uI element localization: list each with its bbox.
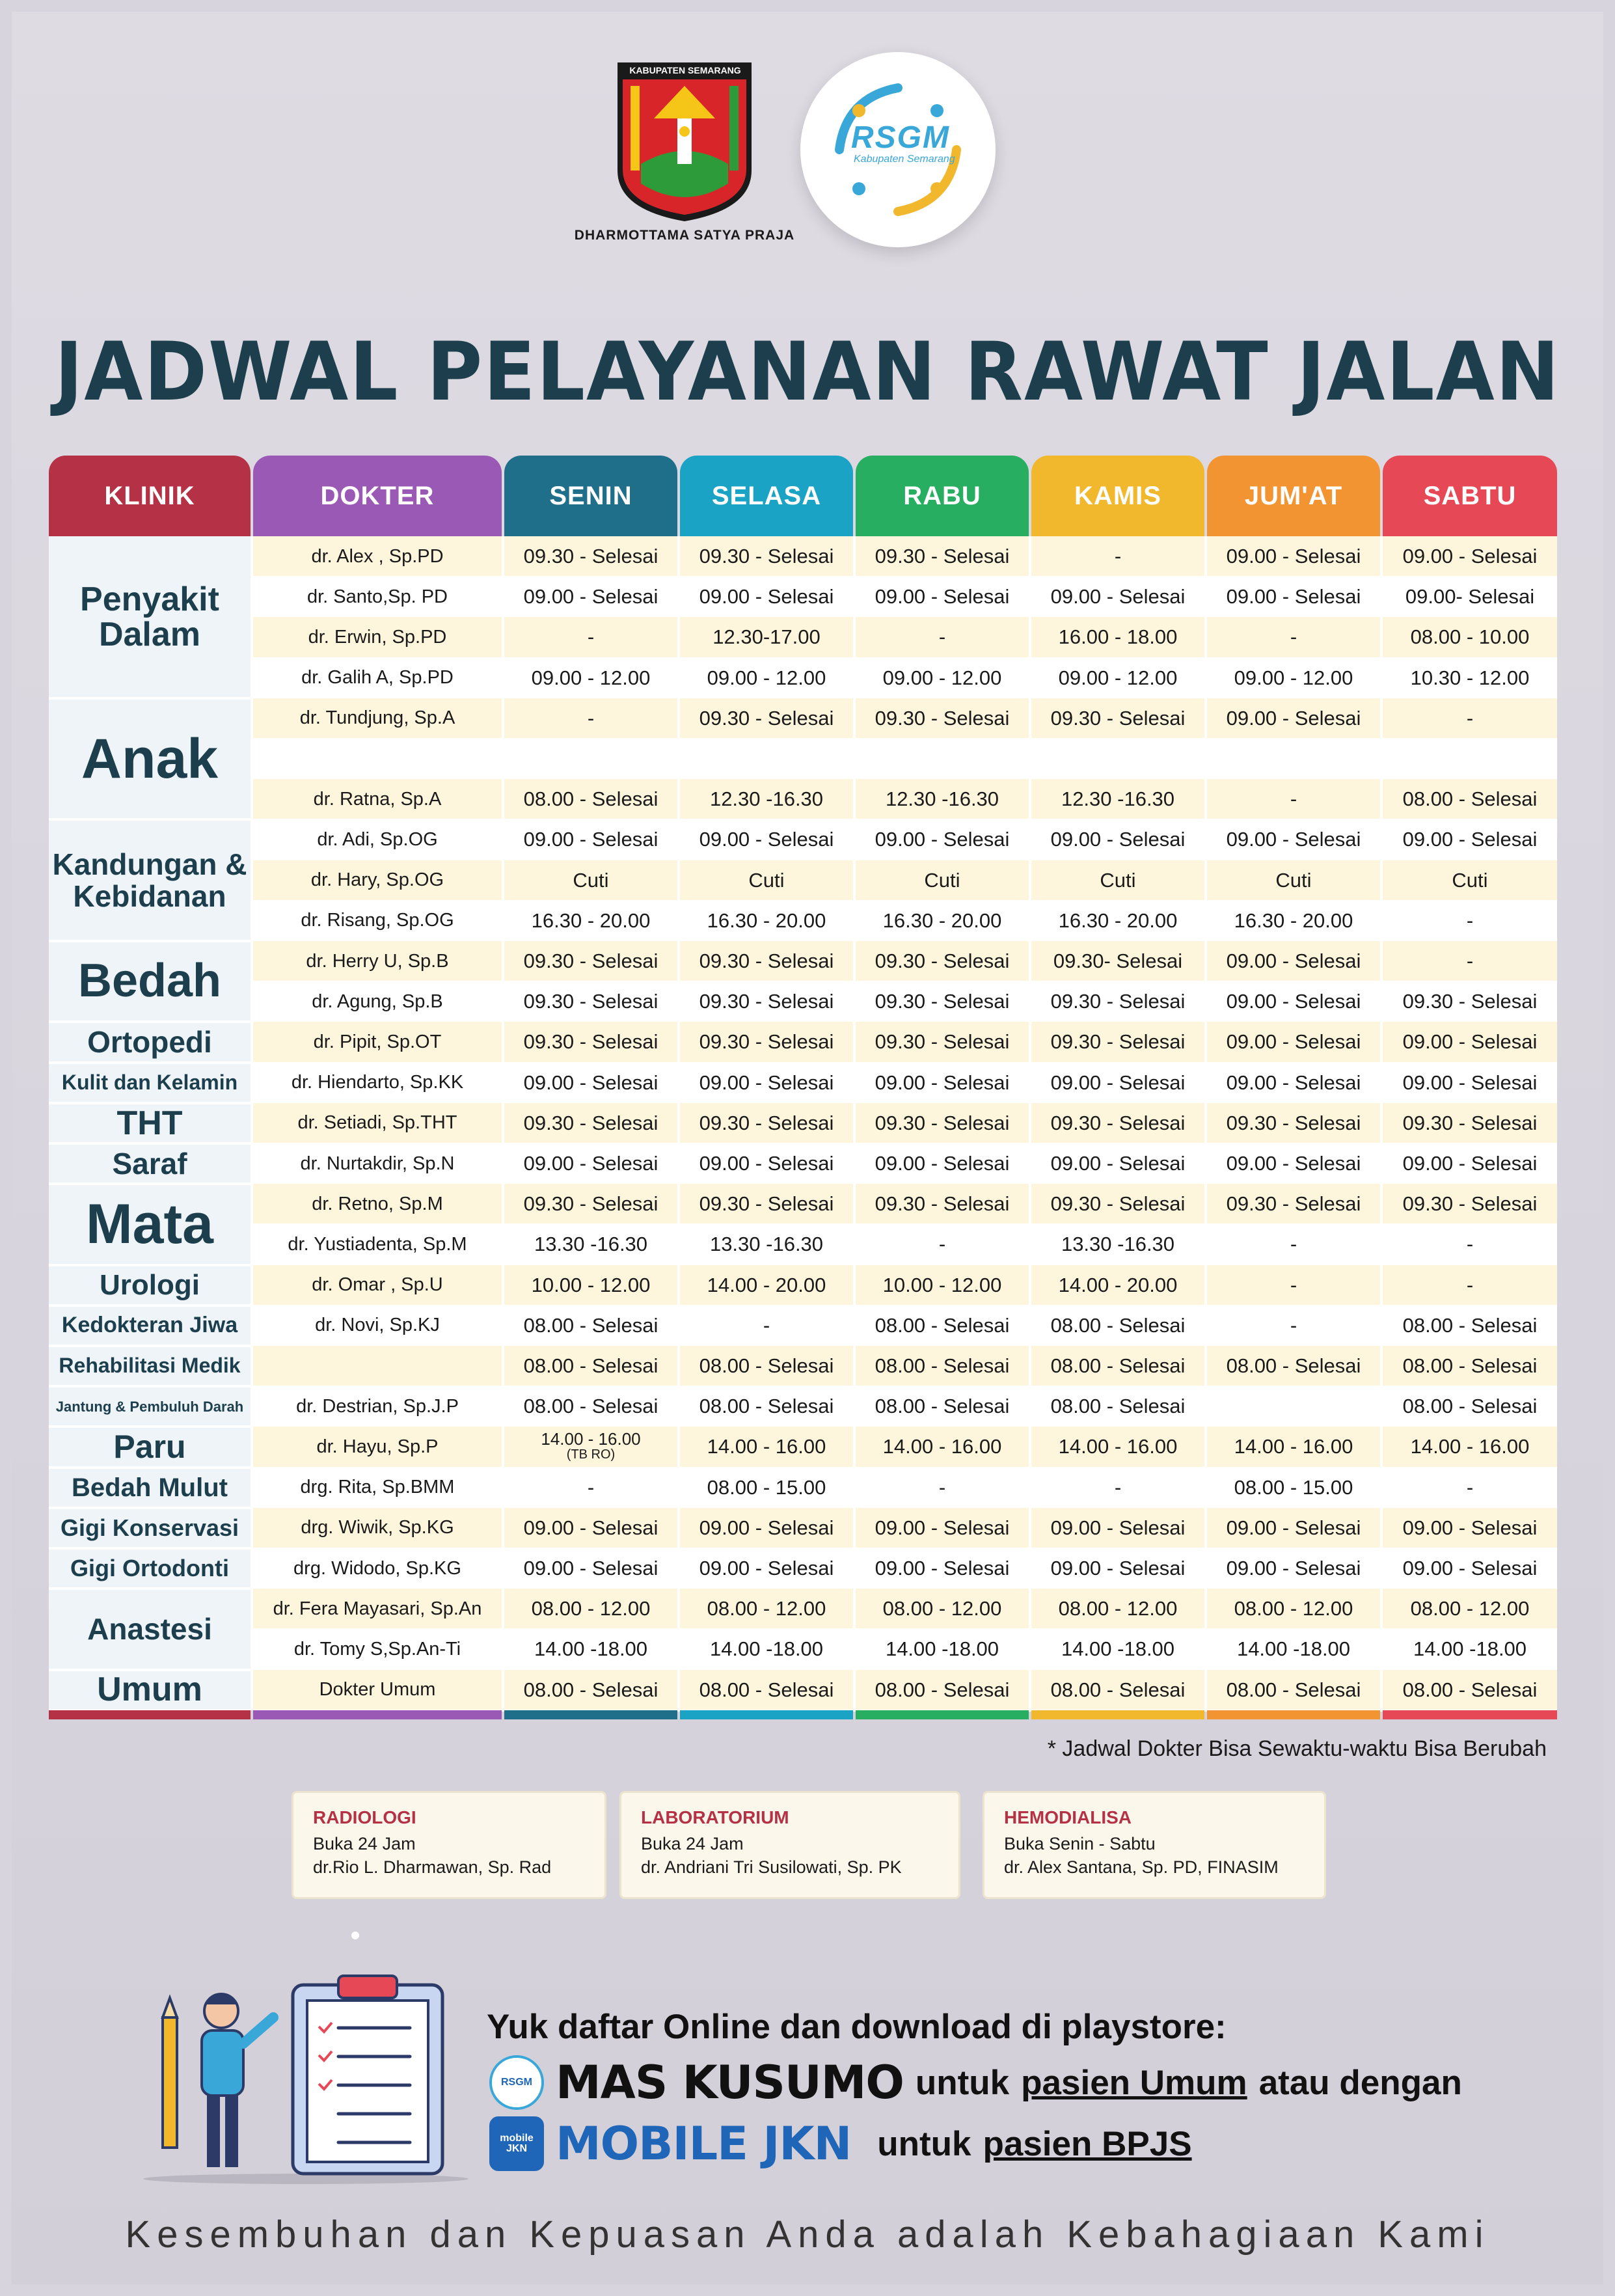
schedule-cell: 08.00 - Selesai bbox=[523, 1395, 658, 1418]
schedule-cell: 08.00 - 12.00 bbox=[1234, 1597, 1353, 1620]
schedule-cell: - bbox=[1290, 787, 1297, 811]
schedule-cell: - bbox=[587, 706, 595, 730]
schedule-cell: 09.00- Selesai bbox=[1405, 585, 1535, 608]
column-bottom-bar bbox=[49, 1710, 251, 1719]
schedule-cell: 14.00 - 16.00 bbox=[882, 1435, 1002, 1458]
schedule-cell: 08.00 - Selesai bbox=[1226, 1678, 1361, 1701]
schedule-cell: - bbox=[1466, 706, 1474, 730]
doctor-cell: dr. Erwin, Sp.PD bbox=[308, 626, 447, 648]
klinik-label: Paru bbox=[113, 1428, 186, 1466]
schedule-cell: 09.00 - Selesai bbox=[1402, 545, 1538, 568]
schedule-cell: 08.00 - Selesai bbox=[699, 1354, 834, 1378]
schedule-cell: 09.00 - Selesai bbox=[699, 1152, 834, 1175]
mas-kusumo-app-icon[interactable]: RSGM bbox=[489, 2055, 544, 2110]
schedule-cell: 09.30 - Selesai bbox=[699, 706, 834, 730]
schedule-cell: 08.00 - Selesai bbox=[1402, 1313, 1538, 1337]
cta-mas-kusumo bbox=[489, 2050, 1462, 2115]
schedule-cell: 09.00 - Selesai bbox=[1226, 1030, 1361, 1054]
schedule-cell: 08.00 - Selesai bbox=[875, 1678, 1010, 1701]
schedule-cell: 09.00 - Selesai bbox=[523, 1516, 658, 1539]
doctor-cell: drg. Widodo, Sp.KG bbox=[293, 1557, 461, 1579]
schedule-cell: 09.00 - 12.00 bbox=[882, 666, 1002, 689]
schedule-cell: 09.00 - Selesai bbox=[1050, 828, 1186, 851]
header-selasa: SELASA bbox=[680, 456, 853, 536]
schedule-cell: 09.00 - Selesai bbox=[1402, 1071, 1538, 1094]
schedule-cell: 08.00 - 12.00 bbox=[882, 1597, 1002, 1620]
column-divider bbox=[1204, 536, 1207, 1710]
schedule-cell: 09.30- Selesai bbox=[1053, 950, 1183, 973]
schedule-cell: 09.00 - Selesai bbox=[1226, 828, 1361, 851]
schedule-cell: 13.30 -16.30 bbox=[1061, 1233, 1175, 1256]
schedule-cell: 09.00 - Selesai bbox=[699, 1516, 834, 1539]
klinik-label: Kulit dan Kelamin bbox=[61, 1070, 238, 1094]
schedule-cell: 08.00 - Selesai bbox=[1050, 1354, 1186, 1378]
schedule-cell: 09.00 - Selesai bbox=[875, 1516, 1010, 1539]
schedule-cell: 09.00 - Selesai bbox=[523, 828, 658, 851]
column-bottom-bar bbox=[253, 1710, 502, 1719]
doctor-cell bbox=[253, 1346, 502, 1386]
doctor-cell: dr. Ratna, Sp.A bbox=[313, 788, 442, 810]
schedule-cell: 09.30 - Selesai bbox=[1402, 990, 1538, 1013]
schedule-cell: 09.00 - Selesai bbox=[1226, 545, 1361, 568]
info-hours: Buka 24 Jam bbox=[313, 1834, 416, 1853]
footer-tagline: Kesembuhan dan Kepuasan Anda adalah Kebahagiaan Kami bbox=[125, 2213, 1490, 2256]
doctor-cell: dr. Novi, Sp.KJ bbox=[315, 1315, 440, 1336]
header-jumat: JUM'AT bbox=[1207, 456, 1380, 536]
schedule-cell: - bbox=[1466, 1475, 1474, 1499]
klinik-label: Gigi Konservasi bbox=[60, 1514, 239, 1541]
column-bottom-bar bbox=[856, 1710, 1029, 1719]
schedule-cell: 14.00 - 20.00 bbox=[707, 1273, 826, 1296]
schedule-cell: 09.00 - Selesai bbox=[875, 1557, 1010, 1580]
schedule-cell: 09.30 - Selesai bbox=[875, 950, 1010, 973]
schedule-cell: 09.30 - Selesai bbox=[1050, 990, 1186, 1013]
klinik-label: THT bbox=[116, 1104, 183, 1142]
doctor-cell: drg. Rita, Sp.BMM bbox=[300, 1477, 455, 1498]
doctor-cell: Dokter Umum bbox=[319, 1679, 436, 1701]
klinik-label: Anastesi bbox=[87, 1612, 212, 1647]
klinik-label: Ortopedi bbox=[87, 1025, 212, 1059]
doctor-cell: dr. Pipit, Sp.OT bbox=[313, 1031, 442, 1052]
doctor-cell: dr. Risang, Sp.OG bbox=[301, 910, 454, 931]
schedule-cell: 09.00 - Selesai bbox=[1226, 1557, 1361, 1580]
schedule-cell: 12.30-17.00 bbox=[712, 625, 821, 649]
info-laboratorium bbox=[619, 1791, 960, 1899]
schedule-cell: 09.00 - Selesai bbox=[1050, 1516, 1186, 1539]
klinik-label: Jantung & Pembuluh Darah bbox=[55, 1398, 244, 1415]
schedule-cell: 14.00 - 16.00 bbox=[1234, 1435, 1353, 1458]
schedule-cell: 12.30 -16.30 bbox=[1061, 787, 1175, 811]
schedule-cell: 08.00 - Selesai bbox=[1402, 787, 1538, 811]
schedule-cell: 09.00 - Selesai bbox=[1226, 990, 1361, 1013]
schedule-cell: 09.00 - 12.00 bbox=[1234, 666, 1353, 689]
schedule-cell: 08.00 - 15.00 bbox=[707, 1475, 826, 1499]
schedule-cell: 08.00 - Selesai bbox=[1402, 1354, 1538, 1378]
column-divider bbox=[1029, 536, 1031, 1710]
schedule-cell: 09.00 - 12.00 bbox=[707, 666, 826, 689]
schedule-cell: 09.30 - Selesai bbox=[699, 990, 834, 1013]
schedule-cell: 14.00 -18.00 bbox=[709, 1637, 824, 1661]
klinik-label: Kandungan & Kebidanan bbox=[52, 847, 247, 913]
schedule-cell: 10.30 - 12.00 bbox=[1410, 666, 1530, 689]
schedule-cell: 16.30 - 20.00 bbox=[1058, 909, 1178, 932]
column-divider bbox=[502, 536, 504, 1710]
schedule-cell: 08.00 - Selesai bbox=[523, 787, 658, 811]
crest-title: KABUPATEN SEMARANG bbox=[629, 65, 741, 75]
schedule-cell: - bbox=[1466, 1273, 1474, 1296]
schedule-cell: 08.00 - 12.00 bbox=[531, 1597, 651, 1620]
doctor-cell: dr. Hayu, Sp.P bbox=[316, 1436, 439, 1457]
schedule-cell: 09.30 - Selesai bbox=[1050, 1192, 1186, 1216]
schedule-cell: 09.30 - Selesai bbox=[699, 1111, 834, 1134]
schedule-cell: 09.30 - Selesai bbox=[523, 1192, 658, 1216]
info-title: RADIOLOGI bbox=[313, 1807, 416, 1827]
schedule-cell: - bbox=[1466, 1233, 1474, 1256]
cta-text: untuk bbox=[915, 2063, 1010, 2102]
doctor-cell: drg. Wiwik, Sp.KG bbox=[301, 1517, 454, 1538]
schedule-cell: 09.30 - Selesai bbox=[523, 950, 658, 973]
mas-kusumo-app-name[interactable]: MAS KUSUMO bbox=[556, 2056, 904, 2109]
schedule-cell: 09.30 - Selesai bbox=[875, 1111, 1010, 1134]
logo-area bbox=[0, 52, 1615, 260]
schedule-cell: 09.00 - Selesai bbox=[1402, 1030, 1538, 1054]
schedule-cell: 09.30 - Selesai bbox=[699, 950, 834, 973]
column-bottom-bar bbox=[680, 1710, 853, 1719]
schedule-cell: Cuti bbox=[1452, 868, 1488, 892]
schedule-cell: 09.30 - Selesai bbox=[1402, 1111, 1538, 1134]
klinik-label: Urologi bbox=[100, 1268, 200, 1301]
schedule-cell bbox=[1383, 739, 1557, 779]
schedule-cell: 09.30 - Selesai bbox=[875, 545, 1010, 568]
doctor-cell: dr. Tundjung, Sp.A bbox=[299, 707, 455, 729]
schedule-cell: 09.00 - Selesai bbox=[523, 1071, 658, 1094]
column-divider bbox=[677, 536, 680, 1710]
schedule-cell bbox=[1031, 739, 1204, 779]
schedule-cell: 09.00 - Selesai bbox=[699, 1557, 834, 1580]
doctor-cell: dr. Yustiadenta, Sp.M bbox=[288, 1233, 467, 1255]
doctor-cell bbox=[253, 739, 502, 779]
schedule-cell bbox=[1207, 739, 1380, 779]
doctor-cell: dr. Galih A, Sp.PD bbox=[301, 667, 454, 689]
schedule-cell: 14.00 -18.00 bbox=[1413, 1637, 1527, 1661]
column-bottom-bar bbox=[504, 1710, 677, 1719]
schedule-cell: 14.00 -18.00 bbox=[1236, 1637, 1351, 1661]
schedule-cell: 09.00 - 12.00 bbox=[1058, 666, 1178, 689]
schedule-cell: 09.00 - Selesai bbox=[875, 1071, 1010, 1094]
schedule-cell: 09.00 - Selesai bbox=[1050, 585, 1186, 608]
schedule-cell: 08.00 - Selesai bbox=[1402, 1678, 1538, 1701]
info-doctor: dr. Andriani Tri Susilowati, Sp. PK bbox=[641, 1857, 902, 1877]
schedule-cell: 09.30 - Selesai bbox=[699, 545, 834, 568]
schedule-cell: 08.00 - 12.00 bbox=[1410, 1597, 1530, 1620]
schedule-cell: 09.00 - Selesai bbox=[1402, 1557, 1538, 1580]
schedule-cell: 09.30 - Selesai bbox=[699, 1192, 834, 1216]
schedule-cell: - bbox=[1114, 545, 1122, 568]
schedule-cell: 14.00 -18.00 bbox=[885, 1637, 999, 1661]
schedule-cell: 08.00 - 12.00 bbox=[707, 1597, 826, 1620]
schedule-cell: 08.00 - Selesai bbox=[875, 1395, 1010, 1418]
info-hours: Buka 24 Jam bbox=[641, 1834, 744, 1853]
schedule-cell bbox=[504, 1427, 677, 1467]
schedule-cell: 08.00 - Selesai bbox=[523, 1678, 658, 1701]
schedule-cell: 09.00 - Selesai bbox=[1050, 1152, 1186, 1175]
column-bottom-bar bbox=[1383, 1710, 1557, 1719]
klinik-label: Anak bbox=[81, 727, 219, 790]
schedule-cell: 09.00 - Selesai bbox=[1402, 1152, 1538, 1175]
clipboard-illustration-icon bbox=[137, 1972, 475, 2187]
column-bottom-bar bbox=[1031, 1710, 1204, 1719]
schedule-cell: - bbox=[763, 1313, 770, 1337]
schedule-cell: - bbox=[938, 1233, 946, 1256]
schedule-cell: 09.30 - Selesai bbox=[875, 1192, 1010, 1216]
rsgm-name: RSGM bbox=[851, 120, 950, 155]
schedule-cell: 08.00 - Selesai bbox=[1050, 1678, 1186, 1701]
schedule-cell: 09.00 - Selesai bbox=[699, 585, 834, 608]
schedule-cell: - bbox=[1466, 950, 1474, 973]
schedule-cell: - bbox=[1466, 909, 1474, 932]
klinik-label: Bedah bbox=[77, 955, 222, 1007]
schedule-cell: 09.00 - Selesai bbox=[875, 828, 1010, 851]
schedule-cell: - bbox=[938, 1475, 946, 1499]
cta-mobile-jkn bbox=[489, 2111, 1192, 2176]
schedule-cell: 16.30 - 20.00 bbox=[707, 909, 826, 932]
header-rabu: RABU bbox=[856, 456, 1029, 536]
schedule-cell: 08.00 - Selesai bbox=[1402, 1395, 1538, 1418]
schedule-cell: 09.00 - Selesai bbox=[523, 585, 658, 608]
schedule-cell bbox=[504, 739, 677, 779]
schedule-cell: 09.00 - Selesai bbox=[875, 1152, 1010, 1175]
schedule-cell: 09.30 - Selesai bbox=[523, 545, 658, 568]
schedule-cell: 09.00 - Selesai bbox=[1402, 828, 1538, 851]
info-radiologi bbox=[292, 1791, 606, 1899]
schedule-cell: 09.00 - Selesai bbox=[1226, 1071, 1361, 1094]
header-sabtu: SABTU bbox=[1383, 456, 1557, 536]
schedule-cell: - bbox=[1114, 1475, 1122, 1499]
schedule-cell: 09.00 - 12.00 bbox=[531, 666, 651, 689]
doctor-cell: dr. Retno, Sp.M bbox=[312, 1193, 443, 1214]
paru-senin-time: 14.00 - 16.00 bbox=[541, 1429, 641, 1449]
schedule-cell: 08.00 - Selesai bbox=[875, 1313, 1010, 1337]
doctor-cell: dr. Nurtakdir, Sp.N bbox=[300, 1153, 455, 1174]
schedule-cell: 10.00 - 12.00 bbox=[531, 1273, 651, 1296]
klinik-label: Kedokteran Jiwa bbox=[61, 1313, 238, 1338]
schedule-cell: - bbox=[1290, 1273, 1297, 1296]
schedule-cell: - bbox=[587, 625, 595, 649]
doctor-cell: dr. Santo,Sp. PD bbox=[306, 586, 448, 607]
crest-motto: DHARMOTTAMA SATYA PRAJA bbox=[574, 228, 795, 243]
schedule-cell: - bbox=[587, 1475, 595, 1499]
schedule-cell: 12.30 -16.30 bbox=[709, 787, 824, 811]
schedule-cell: 09.00 - Selesai bbox=[1050, 1557, 1186, 1580]
schedule-cell: 13.30 -16.30 bbox=[534, 1233, 648, 1256]
doctor-cell: dr. Omar , Sp.U bbox=[312, 1274, 443, 1296]
schedule-cell: 08.00 - 12.00 bbox=[1058, 1597, 1178, 1620]
schedule-cell: Cuti bbox=[573, 868, 609, 892]
schedule-cell: Cuti bbox=[748, 868, 785, 892]
schedule-cell: 08.00 - Selesai bbox=[699, 1395, 834, 1418]
doctor-cell: dr. Setiadi, Sp.THT bbox=[297, 1112, 457, 1134]
column-bottom-bar bbox=[1207, 1710, 1380, 1719]
schedule-cell: 09.00 - Selesai bbox=[1226, 1152, 1361, 1175]
doctor-cell: dr. Adi, Sp.OG bbox=[317, 828, 438, 850]
klinik-label: Rehabilitasi Medik bbox=[59, 1354, 241, 1378]
cta-text-underlined: pasien BPJS bbox=[983, 2124, 1192, 2163]
schedule-cell: - bbox=[938, 625, 946, 649]
schedule-cell: 09.30 - Selesai bbox=[523, 1111, 658, 1134]
doctor-cell: dr. Hary, Sp.OG bbox=[310, 869, 444, 891]
schedule-cell: 08.00 - 10.00 bbox=[1410, 625, 1530, 649]
schedule-cell: 09.00 - Selesai bbox=[523, 1557, 658, 1580]
schedule-cell: 16.00 - 18.00 bbox=[1058, 625, 1178, 649]
decorative-dot bbox=[351, 1932, 359, 1939]
column-divider bbox=[1380, 536, 1383, 1710]
schedule-note: * Jadwal Dokter Bisa Sewaktu-waktu Bisa Berubah bbox=[1047, 1736, 1547, 1761]
schedule-cell: 10.00 - 12.00 bbox=[882, 1273, 1002, 1296]
schedule-cell: 16.30 - 20.00 bbox=[882, 909, 1002, 932]
schedule-cell: 09.00 - Selesai bbox=[699, 1071, 834, 1094]
doctor-cell: dr. Alex , Sp.PD bbox=[311, 545, 444, 567]
doctor-cell: dr. Fera Mayasari, Sp.An bbox=[273, 1598, 482, 1619]
info-doctor: dr.Rio L. Dharmawan, Sp. Rad bbox=[313, 1857, 552, 1877]
header-klinik: KLINIK bbox=[49, 456, 251, 536]
schedule-cell: 09.30 - Selesai bbox=[875, 1030, 1010, 1054]
doctor-cell: dr. Tomy S,Sp.An-Ti bbox=[293, 1638, 461, 1660]
schedule-cell: 08.00 - Selesai bbox=[1226, 1354, 1361, 1378]
schedule-cell: 09.00 - Selesai bbox=[1050, 1071, 1186, 1094]
column-divider bbox=[853, 536, 856, 1710]
schedule-cell: 09.30 - Selesai bbox=[1050, 706, 1186, 730]
schedule-cell: 09.00 - Selesai bbox=[1402, 1516, 1538, 1539]
schedule-cell: 13.30 -16.30 bbox=[709, 1233, 824, 1256]
klinik-label: Bedah Mulut bbox=[72, 1473, 228, 1502]
schedule-cell: 08.00 - Selesai bbox=[1050, 1395, 1186, 1418]
klinik-label: Saraf bbox=[112, 1146, 187, 1181]
schedule-cell: 14.00 - 16.00 bbox=[707, 1435, 826, 1458]
schedule-cell: - bbox=[1290, 1313, 1297, 1337]
doctor-cell: dr. Hiendarto, Sp.KK bbox=[291, 1072, 464, 1093]
info-title: HEMODIALISA bbox=[1004, 1807, 1132, 1827]
schedule-cell: 09.30 - Selesai bbox=[875, 990, 1010, 1013]
schedule-cell: 09.00 - Selesai bbox=[1226, 950, 1361, 973]
schedule-cell: 09.30 - Selesai bbox=[699, 1030, 834, 1054]
schedule-cell: Cuti bbox=[1100, 868, 1136, 892]
schedule-cell: 08.00 - 15.00 bbox=[1234, 1475, 1353, 1499]
rsgm-subtitle: Kabupaten Semarang bbox=[854, 154, 955, 165]
schedule-cell: 09.30 - Selesai bbox=[1226, 1111, 1361, 1134]
header-dokter: DOKTER bbox=[253, 456, 502, 536]
cta-text-underlined: pasien Umum bbox=[1021, 2063, 1247, 2102]
schedule-cell: 08.00 - Selesai bbox=[1050, 1313, 1186, 1337]
schedule-cell: - bbox=[1290, 625, 1297, 649]
doctor-cell: dr. Agung, Sp.B bbox=[312, 991, 443, 1012]
schedule-cell: 14.00 - 16.00 bbox=[1410, 1435, 1530, 1458]
schedule-cell: 09.00 - Selesai bbox=[1226, 585, 1361, 608]
cta-text: atau dengan bbox=[1258, 2063, 1462, 2102]
info-hemodialisa bbox=[983, 1791, 1326, 1899]
mobile-jkn-app-name[interactable]: MOBILE JKN bbox=[556, 2117, 852, 2170]
schedule-cell: 09.30 - Selesai bbox=[875, 706, 1010, 730]
schedule-cell: Cuti bbox=[924, 868, 960, 892]
schedule-cell: 09.00 - Selesai bbox=[1226, 706, 1361, 730]
schedule-cell: Cuti bbox=[1275, 868, 1312, 892]
schedule-cell: 16.30 - 20.00 bbox=[1234, 909, 1353, 932]
klinik-label: Umum bbox=[97, 1671, 202, 1709]
schedule-cell: 08.00 - Selesai bbox=[875, 1354, 1010, 1378]
schedule-cell: 12.30 -16.30 bbox=[885, 787, 999, 811]
schedule-cell: 14.00 -18.00 bbox=[1061, 1637, 1175, 1661]
schedule-cell: 09.00 - Selesai bbox=[1226, 1516, 1361, 1539]
schedule-cell: 09.30 - Selesai bbox=[1402, 1192, 1538, 1216]
schedule-cell: 14.00 - 16.00 bbox=[1058, 1435, 1178, 1458]
info-doctor: dr. Alex Santana, Sp. PD, FINASIM bbox=[1004, 1857, 1279, 1877]
schedule-cell: 08.00 - Selesai bbox=[523, 1313, 658, 1337]
schedule-cell: 09.30 - Selesai bbox=[523, 1030, 658, 1054]
schedule-cell: 09.00 - Selesai bbox=[523, 1152, 658, 1175]
info-hours: Buka Senin - Sabtu bbox=[1004, 1834, 1156, 1853]
header-senin: SENIN bbox=[504, 456, 677, 536]
schedule-cell: 09.00 - Selesai bbox=[699, 828, 834, 851]
info-title: LABORATORIUM bbox=[641, 1807, 789, 1827]
schedule-cell: - bbox=[1290, 1233, 1297, 1256]
doctor-cell: dr. Destrian, Sp.J.P bbox=[296, 1395, 459, 1417]
schedule-cell: 09.30 - Selesai bbox=[1050, 1111, 1186, 1134]
klinik-label: Mata bbox=[86, 1193, 213, 1256]
klinik-label: Penyakit Dalam bbox=[80, 580, 219, 654]
schedule-cell: 09.30 - Selesai bbox=[523, 990, 658, 1013]
column-divider bbox=[251, 536, 253, 1710]
kabupaten-semarang-crest-icon bbox=[615, 60, 754, 224]
schedule-cell: 08.00 - Selesai bbox=[699, 1678, 834, 1701]
schedule-cell: 09.30 - Selesai bbox=[1050, 1030, 1186, 1054]
page-title: JADWAL PELAYANAN RAWAT JALAN bbox=[54, 325, 1561, 419]
cta-heading: Yuk daftar Online dan download di playstore: bbox=[487, 2008, 1227, 2046]
schedule-cell: 14.00 - 20.00 bbox=[1058, 1273, 1178, 1296]
doctor-cell: dr. Herry U, Sp.B bbox=[306, 950, 449, 972]
paru-senin-note: (TB RO) bbox=[566, 1447, 616, 1462]
schedule-cell bbox=[1207, 1386, 1380, 1427]
header-kamis: KAMIS bbox=[1031, 456, 1204, 536]
schedule-cell: 14.00 -18.00 bbox=[534, 1637, 648, 1661]
schedule-cell bbox=[680, 739, 853, 779]
schedule-cell bbox=[856, 739, 1029, 779]
schedule-cell: 09.30 - Selesai bbox=[1226, 1192, 1361, 1216]
schedule-cell: 16.30 - 20.00 bbox=[531, 909, 651, 932]
schedule-cell: 08.00 - Selesai bbox=[523, 1354, 658, 1378]
mobile-jkn-app-icon[interactable]: mobile JKN bbox=[489, 2116, 544, 2171]
klinik-label: Gigi Ortodonti bbox=[70, 1555, 229, 1582]
cta-text: untuk bbox=[877, 2124, 971, 2163]
schedule-cell: 09.00 - Selesai bbox=[875, 585, 1010, 608]
